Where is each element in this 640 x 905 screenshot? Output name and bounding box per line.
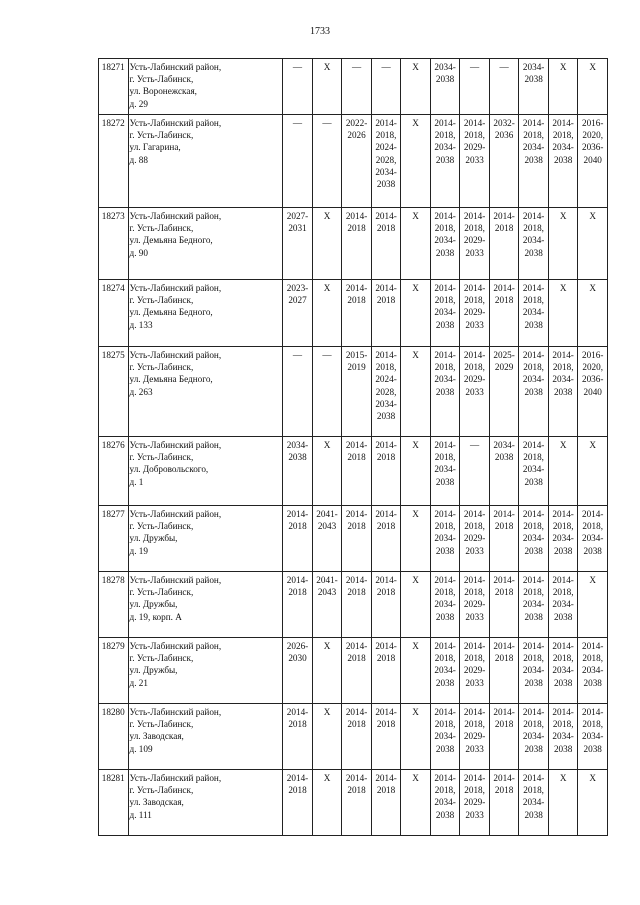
address-cell — [128, 638, 283, 704]
address-line: д. 88 — [129, 154, 148, 165]
table-row — [99, 770, 608, 836]
period-cell: 2014- 2018 — [283, 770, 313, 836]
period-cell: X — [401, 572, 431, 638]
period-cell: 2014- 2018, 2034- 2038 — [519, 506, 549, 572]
table-row — [99, 638, 608, 704]
period-cell: 2014- 2018 — [489, 704, 519, 770]
period-cell: 2014- 2018 — [342, 572, 372, 638]
address-line: д. 21 — [129, 677, 148, 688]
period-cell: X — [401, 59, 431, 115]
address-line: д. 111 — [129, 809, 152, 820]
address-line: Усть-Лабинский район, — [129, 707, 222, 717]
table-body — [99, 59, 608, 836]
record-number: 18279 — [99, 638, 129, 704]
period-cell: 2014- 2018, 2034- 2038 — [548, 572, 578, 638]
address-line: ул. Дружбы, — [129, 599, 178, 610]
period-cell: 2014- 2018, 2034- 2038 — [519, 280, 549, 347]
period-cell: — — [283, 115, 313, 208]
period-cell: 2034- 2038 — [489, 437, 519, 506]
period-cell: 2014- 2018, 2024- 2028, 2034- 2038 — [371, 347, 401, 437]
period-cell: 2023- 2027 — [283, 280, 313, 347]
address-line: д. 19, корп. А — [129, 611, 182, 622]
period-cell: X — [401, 704, 431, 770]
period-cell: 2014- 2018, 2034- 2038 — [519, 572, 549, 638]
period-cell: 2014- 2018, 2034- 2038 — [548, 506, 578, 572]
address-line: д. 19 — [129, 545, 148, 556]
record-number: 18273 — [99, 208, 129, 280]
address-line: д. 133 — [129, 319, 153, 330]
record-number: 18276 — [99, 437, 129, 506]
address-line: г. Усть-Лабинск, — [129, 587, 194, 598]
record-number: 18277 — [99, 506, 129, 572]
period-cell: 2014- 2018, 2029- 2033 — [460, 638, 490, 704]
address-cell — [128, 770, 283, 836]
address-line: Усть-Лабинский район, — [129, 641, 222, 651]
address-cell — [128, 704, 283, 770]
period-cell: X — [401, 280, 431, 347]
period-cell: 2014- 2018 — [489, 506, 519, 572]
period-cell: — — [460, 59, 490, 115]
address-line: Усть-Лабинский район, — [129, 350, 222, 360]
period-cell: X — [548, 59, 578, 115]
period-cell: 2034- 2038 — [283, 437, 313, 506]
period-cell: 2014- 2018, 2029- 2033 — [460, 208, 490, 280]
period-cell: — — [312, 115, 342, 208]
period-cell: X — [401, 347, 431, 437]
period-cell: 2014- 2018 — [489, 280, 519, 347]
period-cell: 2014- 2018, 2034- 2038 — [430, 280, 460, 347]
period-cell: 2016- 2020, 2036- 2040 — [578, 115, 608, 208]
period-cell: 2014- 2018, 2034- 2038 — [430, 638, 460, 704]
record-number: 18278 — [99, 572, 129, 638]
period-cell: — — [283, 59, 313, 115]
address-line: ул. Демьяна Бедного, — [129, 307, 213, 318]
period-cell: 2014- 2018, 2029- 2033 — [460, 770, 490, 836]
address-line: ул. Добровольского, — [129, 464, 209, 475]
period-cell: 2014- 2018 — [342, 208, 372, 280]
period-cell: X — [312, 638, 342, 704]
period-cell: X — [578, 59, 608, 115]
address-line: д. 1 — [129, 476, 144, 487]
table-row — [99, 59, 608, 115]
period-cell: X — [401, 437, 431, 506]
record-number: 18280 — [99, 704, 129, 770]
table-row — [99, 437, 608, 506]
address-line: ул. Дружбы, — [129, 533, 178, 544]
address-line: г. Усть-Лабинск, — [129, 295, 194, 306]
period-cell: 2014- 2018 — [371, 506, 401, 572]
period-cell: 2014- 2018, 2034- 2038 — [430, 208, 460, 280]
period-cell: 2041- 2043 — [312, 506, 342, 572]
period-cell: 2014- 2018, 2034- 2038 — [548, 347, 578, 437]
period-cell: X — [312, 704, 342, 770]
address-cell — [128, 572, 283, 638]
period-cell: 2034- 2038 — [430, 59, 460, 115]
period-cell: X — [401, 208, 431, 280]
period-cell: 2014- 2018 — [283, 506, 313, 572]
period-cell: X — [578, 437, 608, 506]
address-line: Усть-Лабинский район, — [129, 440, 222, 450]
address-cell — [128, 437, 283, 506]
period-cell: 2014- 2018, 2034- 2038 — [519, 437, 549, 506]
address-cell — [128, 506, 283, 572]
address-line: Усть-Лабинский район, — [129, 62, 222, 72]
period-cell: X — [312, 59, 342, 115]
period-cell: 2014- 2018, 2034- 2038 — [578, 704, 608, 770]
period-cell: X — [578, 208, 608, 280]
period-cell: 2014- 2018, 2034- 2038 — [430, 347, 460, 437]
period-cell: 2014- 2018, 2034- 2038 — [578, 638, 608, 704]
period-cell: — — [312, 347, 342, 437]
period-cell: 2014- 2018 — [371, 208, 401, 280]
period-cell: 2014- 2018 — [371, 638, 401, 704]
period-cell: 2014- 2018 — [342, 770, 372, 836]
period-cell: X — [401, 770, 431, 836]
address-line: д. 109 — [129, 743, 153, 754]
period-cell: 2014- 2018, 2034- 2038 — [548, 638, 578, 704]
table-row — [99, 280, 608, 347]
period-cell: 2014- 2018 — [342, 437, 372, 506]
address-line: г. Усть-Лабинск, — [129, 653, 194, 664]
address-line: г. Усть-Лабинск, — [129, 74, 194, 85]
register-table — [98, 58, 608, 836]
period-cell: 2014- 2018, 2024- 2028, 2034- 2038 — [371, 115, 401, 208]
address-cell — [128, 115, 283, 208]
table-row — [99, 208, 608, 280]
period-cell: X — [401, 115, 431, 208]
period-cell: 2034- 2038 — [519, 59, 549, 115]
address-cell — [128, 59, 283, 115]
period-cell: X — [548, 208, 578, 280]
table-row — [99, 347, 608, 437]
period-cell: X — [548, 280, 578, 347]
period-cell: 2014- 2018 — [489, 770, 519, 836]
period-cell: 2014- 2018, 2034- 2038 — [519, 704, 549, 770]
page-number: 1733 — [310, 26, 330, 37]
record-number: 18272 — [99, 115, 129, 208]
period-cell: 2014- 2018 — [371, 704, 401, 770]
address-cell — [128, 280, 283, 347]
period-cell: — — [489, 59, 519, 115]
address-cell — [128, 347, 283, 437]
period-cell: 2014- 2018 — [489, 572, 519, 638]
period-cell: 2014- 2018, 2029- 2033 — [460, 115, 490, 208]
period-cell: 2014- 2018, 2034- 2038 — [548, 704, 578, 770]
period-cell: 2014- 2018, 2034- 2038 — [519, 638, 549, 704]
period-cell: 2016- 2020, 2036- 2040 — [578, 347, 608, 437]
period-cell: 2014- 2018 — [342, 704, 372, 770]
period-cell: 2027- 2031 — [283, 208, 313, 280]
period-cell: 2014- 2018 — [371, 770, 401, 836]
period-cell: X — [312, 208, 342, 280]
period-cell: 2014- 2018, 2034- 2038 — [430, 506, 460, 572]
period-cell: 2014- 2018 — [342, 280, 372, 347]
period-cell: X — [312, 770, 342, 836]
address-line: Усть-Лабинский район, — [129, 211, 222, 221]
record-number: 18275 — [99, 347, 129, 437]
period-cell: 2014- 2018, 2034- 2038 — [430, 437, 460, 506]
period-cell: 2014- 2018, 2034- 2038 — [430, 115, 460, 208]
period-cell: 2014- 2018, 2034- 2038 — [519, 770, 549, 836]
period-cell: 2014- 2018, 2029- 2033 — [460, 280, 490, 347]
period-cell: 2014- 2018 — [342, 506, 372, 572]
period-cell: — — [342, 59, 372, 115]
period-cell: 2014- 2018, 2034- 2038 — [519, 115, 549, 208]
period-cell: 2014- 2018, 2034- 2038 — [430, 704, 460, 770]
address-line: Усть-Лабинский район, — [129, 283, 222, 293]
address-line: г. Усть-Лабинск, — [129, 362, 194, 373]
address-line: ул. Демьяна Бедного, — [129, 374, 213, 385]
period-cell: 2014- 2018 — [489, 638, 519, 704]
period-cell: X — [312, 437, 342, 506]
address-line: д. 29 — [129, 98, 148, 109]
period-cell: 2014- 2018, 2029- 2033 — [460, 572, 490, 638]
period-cell: 2022- 2026 — [342, 115, 372, 208]
record-number: 18274 — [99, 280, 129, 347]
period-cell: 2025- 2029 — [489, 347, 519, 437]
address-line: г. Усть-Лабинск, — [129, 521, 194, 532]
record-number: 18281 — [99, 770, 129, 836]
period-cell: 2014- 2018, 2034- 2038 — [578, 506, 608, 572]
period-cell: — — [460, 437, 490, 506]
period-cell: — — [371, 59, 401, 115]
address-line: Усть-Лабинский район, — [129, 509, 222, 519]
address-line: Усть-Лабинский район, — [129, 118, 222, 128]
address-line: ул. Демьяна Бедного, — [129, 235, 213, 246]
period-cell: 2032- 2036 — [489, 115, 519, 208]
table-row — [99, 704, 608, 770]
period-cell: X — [401, 638, 431, 704]
period-cell: X — [578, 770, 608, 836]
period-cell: 2014- 2018, 2029- 2033 — [460, 347, 490, 437]
table-row — [99, 572, 608, 638]
period-cell: X — [578, 280, 608, 347]
table-row — [99, 506, 608, 572]
table-row — [99, 115, 608, 208]
period-cell: 2014- 2018, 2029- 2033 — [460, 704, 490, 770]
address-line: ул. Гагарина, — [129, 142, 181, 153]
address-line: г. Усть-Лабинск, — [129, 452, 194, 463]
period-cell: X — [401, 506, 431, 572]
period-cell: 2014- 2018, 2034- 2038 — [519, 347, 549, 437]
address-line: г. Усть-Лабинск, — [129, 785, 194, 796]
period-cell: 2014- 2018 — [371, 572, 401, 638]
address-line: ул. Заводская, — [129, 797, 184, 808]
period-cell: X — [548, 770, 578, 836]
address-line: ул. Заводская, — [129, 731, 184, 742]
period-cell: 2014- 2018 — [489, 208, 519, 280]
record-number: 18271 — [99, 59, 129, 115]
period-cell: 2014- 2018, 2034- 2038 — [548, 115, 578, 208]
period-cell: X — [578, 572, 608, 638]
period-cell: 2014- 2018, 2034- 2038 — [430, 572, 460, 638]
period-cell: 2014- 2018, 2034- 2038 — [519, 208, 549, 280]
address-line: д. 90 — [129, 247, 148, 258]
address-line: г. Усть-Лабинск, — [129, 130, 194, 141]
period-cell: X — [548, 437, 578, 506]
address-line: д. 263 — [129, 386, 153, 397]
period-cell: 2014- 2018 — [371, 437, 401, 506]
address-line: ул. Дружбы, — [129, 665, 178, 676]
period-cell: 2014- 2018, 2029- 2033 — [460, 506, 490, 572]
period-cell: X — [312, 280, 342, 347]
period-cell: 2014- 2018, 2034- 2038 — [430, 770, 460, 836]
address-line: ул. Воронежская, — [129, 86, 197, 97]
period-cell: 2014- 2018 — [283, 704, 313, 770]
address-line: Усть-Лабинский район, — [129, 773, 222, 783]
address-line: г. Усть-Лабинск, — [129, 223, 194, 234]
address-line: Усть-Лабинский район, — [129, 575, 222, 585]
period-cell: 2014- 2018 — [371, 280, 401, 347]
period-cell: 2015- 2019 — [342, 347, 372, 437]
period-cell: 2026- 2030 — [283, 638, 313, 704]
address-cell — [128, 208, 283, 280]
period-cell: 2014- 2018 — [283, 572, 313, 638]
address-line: г. Усть-Лабинск, — [129, 719, 194, 730]
period-cell: 2014- 2018 — [342, 638, 372, 704]
period-cell: 2041- 2043 — [312, 572, 342, 638]
period-cell: — — [283, 347, 313, 437]
